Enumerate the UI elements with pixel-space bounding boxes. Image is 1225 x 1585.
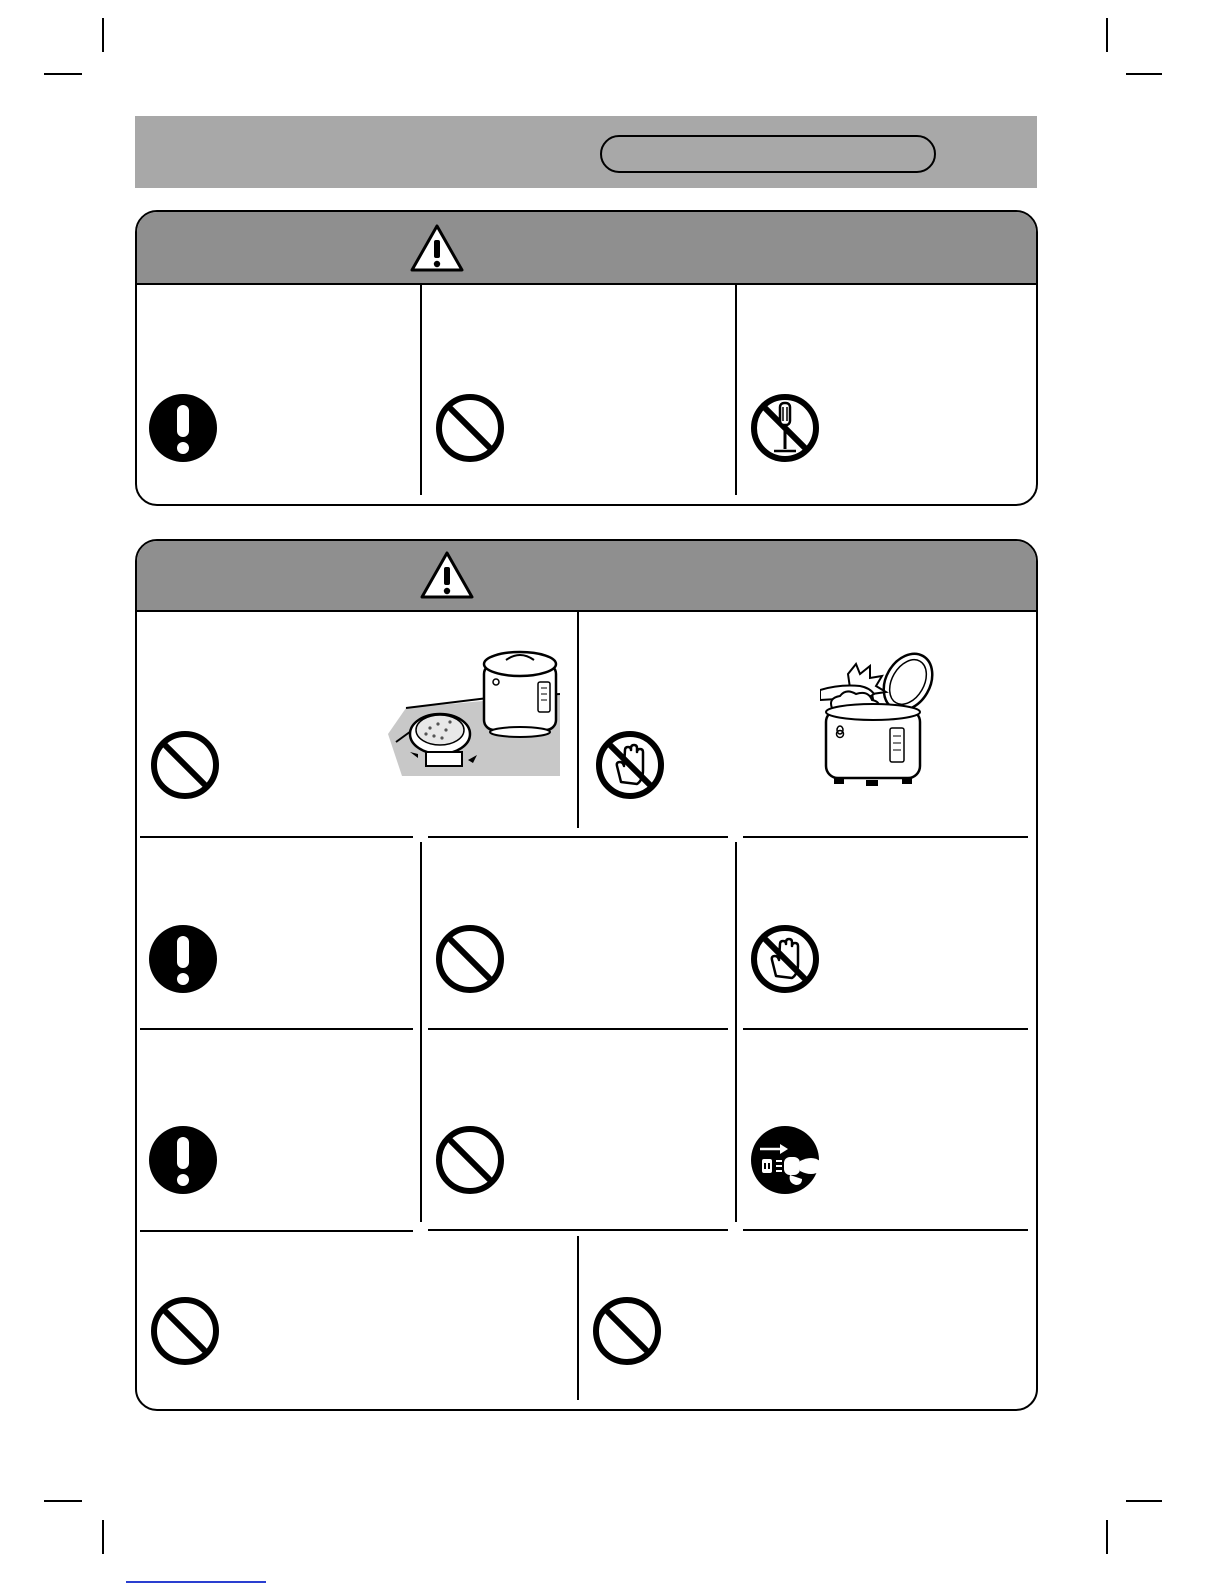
mandatory-action-icon — [148, 1125, 218, 1195]
crop-mark — [1126, 73, 1162, 75]
divider — [140, 1230, 413, 1232]
do-not-touch-icon — [595, 730, 665, 800]
do-not-touch-icon — [750, 924, 820, 994]
crop-mark — [44, 1500, 82, 1502]
divider — [428, 1028, 728, 1030]
divider — [428, 836, 728, 838]
prohibition-icon — [435, 393, 505, 463]
warning-panel — [135, 210, 1038, 506]
divider — [140, 836, 413, 838]
crop-mark — [1106, 18, 1108, 52]
warning-triangle-icon — [419, 550, 475, 600]
prohibition-icon — [150, 730, 220, 800]
rice-cooker-near-stove-illustration — [388, 642, 560, 776]
divider — [420, 842, 422, 1222]
divider — [140, 1028, 413, 1030]
caution-panel-header — [137, 541, 1036, 612]
divider — [577, 1236, 579, 1400]
crop-mark — [102, 1520, 104, 1554]
divider — [577, 612, 579, 828]
header-pill — [600, 135, 936, 173]
mandatory-action-icon — [148, 393, 218, 463]
prohibition-icon — [435, 924, 505, 994]
divider — [420, 285, 422, 495]
steam-from-open-lid-illustration — [820, 648, 940, 790]
footer-link-underline[interactable] — [126, 1581, 266, 1583]
unplug-icon — [750, 1125, 820, 1195]
warning-panel-header — [137, 212, 1036, 285]
prohibition-icon — [150, 1296, 220, 1366]
divider — [735, 842, 737, 1222]
divider — [743, 1229, 1028, 1231]
divider — [428, 1229, 728, 1231]
divider — [735, 285, 737, 495]
crop-mark — [1106, 1520, 1108, 1554]
crop-mark — [44, 73, 82, 75]
crop-mark — [102, 18, 104, 52]
do-not-disassemble-icon — [750, 393, 820, 463]
prohibition-icon — [592, 1296, 662, 1366]
warning-triangle-icon — [409, 223, 465, 273]
crop-mark — [1126, 1500, 1162, 1502]
prohibition-icon — [435, 1125, 505, 1195]
mandatory-action-icon — [148, 924, 218, 994]
divider — [743, 836, 1028, 838]
divider — [743, 1028, 1028, 1030]
